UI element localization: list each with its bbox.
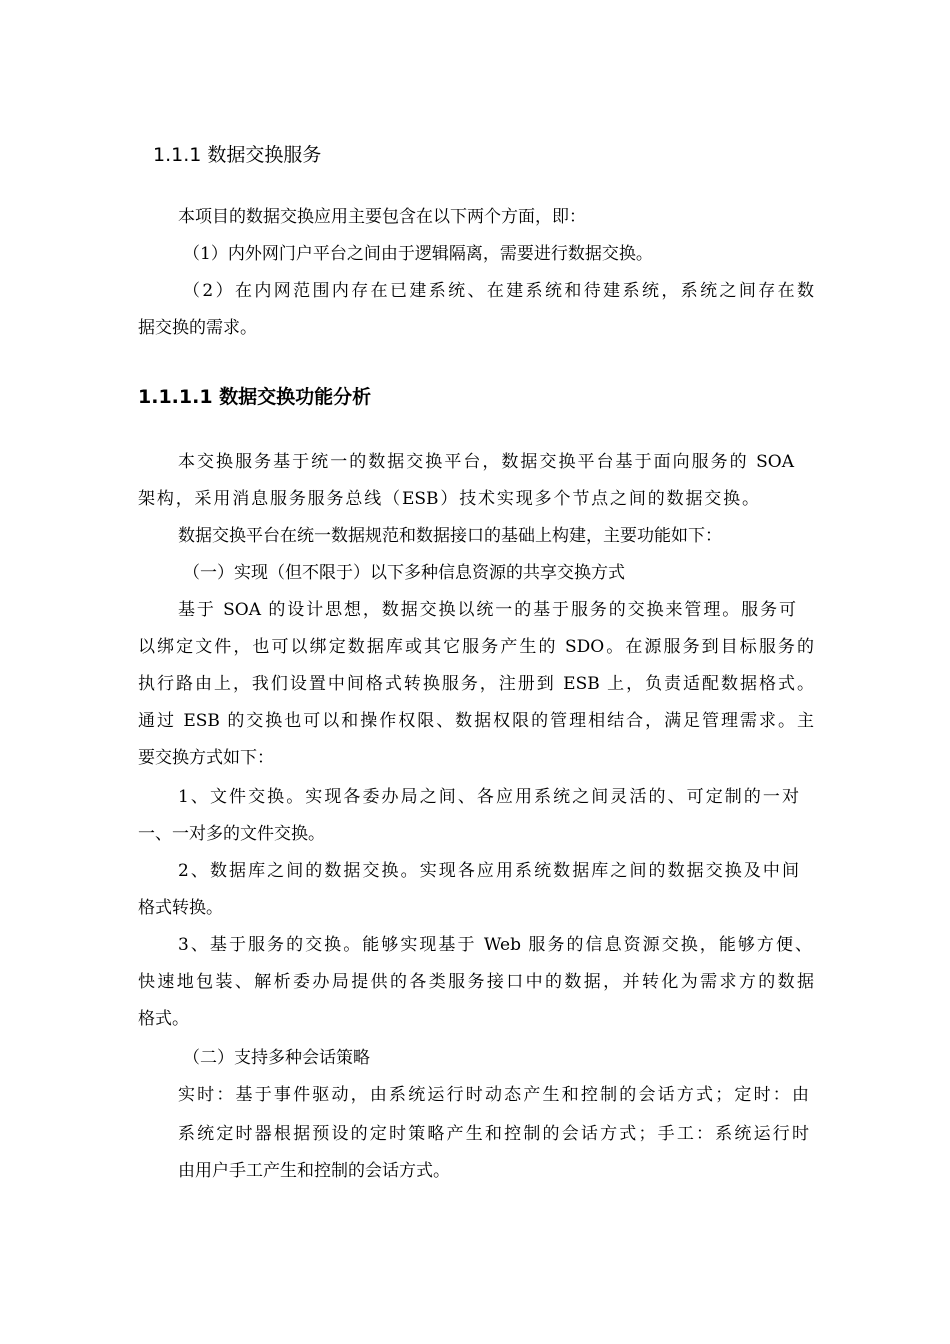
list-item-3-line-3: 格式。 <box>138 1009 189 1029</box>
list-item-3-line-1: 3、基于服务的交换。能够实现基于 Web 服务的信息资源交换，能够方便、 <box>178 935 812 955</box>
subsection-title-1: （一）实现（但不限于）以下多种信息资源的共享交换方式 <box>183 563 625 583</box>
paragraph-2: 数据交换平台在统一数据规范和数据接口的基础上构建，主要功能如下： <box>178 526 722 546</box>
paragraph-3-line-3: 执行路由上，我们设置中间格式转换服务，注册到 ESB 上，负责适配数据格式。 <box>138 674 814 694</box>
paragraph-3-line-5: 要交换方式如下： <box>138 748 274 768</box>
list-item-2-line-2: 格式转换。 <box>138 898 223 918</box>
paragraph-1-line-2: 架构，采用消息服务服务总线（ESB）技术实现多个节点之间的数据交换。 <box>138 489 760 509</box>
paragraph-3-line-2: 以绑定文件，也可以绑定数据库或其它服务产生的 SDO。在源服务到目标服务的 <box>138 637 814 657</box>
intro-item-2-line-2: 据交换的需求。 <box>138 318 257 338</box>
paragraph-1-line-1: 本交换服务基于统一的数据交换平台，数据交换平台基于面向服务的 SOA <box>178 452 794 472</box>
list-item-1-line-1: 1、文件交换。实现各委办局之间、各应用系统之间灵活的、可定制的一对 <box>178 787 799 807</box>
paragraph-3-line-1: 基于 SOA 的设计思想，数据交换以统一的基于服务的交换来管理。服务可 <box>178 600 796 620</box>
list-item-3-line-2: 快速地包装、解析委办局提供的各类服务接口中的数据，并转化为需求方的数据 <box>138 972 814 992</box>
section-heading-1-1-1: 1.1.1 数据交换服务 <box>153 144 322 166</box>
section-heading-1-1-1-1: 1.1.1.1 数据交换功能分析 <box>138 386 372 408</box>
list-item-1-line-2: 一、一对多的文件交换。 <box>138 824 325 844</box>
paragraph-4-line-1: 实时：基于事件驱动，由系统运行时动态产生和控制的会话方式；定时：由 <box>178 1085 809 1105</box>
subsection-title-2: （二）支持多种会话策略 <box>183 1048 370 1068</box>
list-item-2-line-1: 2、数据库之间的数据交换。实现各应用系统数据库之间的数据交换及中间 <box>178 861 799 881</box>
intro-line: 本项目的数据交换应用主要包含在以下两个方面，即： <box>178 207 586 227</box>
paragraph-4-line-3: 由用户手工产生和控制的会话方式。 <box>178 1161 450 1181</box>
intro-item-2-line-1: （2）在内网范围内存在已建系统、在建系统和待建系统，系统之间存在数 <box>183 281 814 301</box>
intro-item-1: （1）内外网门户平台之间由于逻辑隔离，需要进行数据交换。 <box>183 244 653 264</box>
paragraph-4-line-2: 系统定时器根据预设的定时策略产生和控制的会话方式；手工：系统运行时 <box>178 1124 809 1144</box>
paragraph-3-line-4: 通过 ESB 的交换也可以和操作权限、数据权限的管理相结合，满足管理需求。主 <box>138 711 814 731</box>
